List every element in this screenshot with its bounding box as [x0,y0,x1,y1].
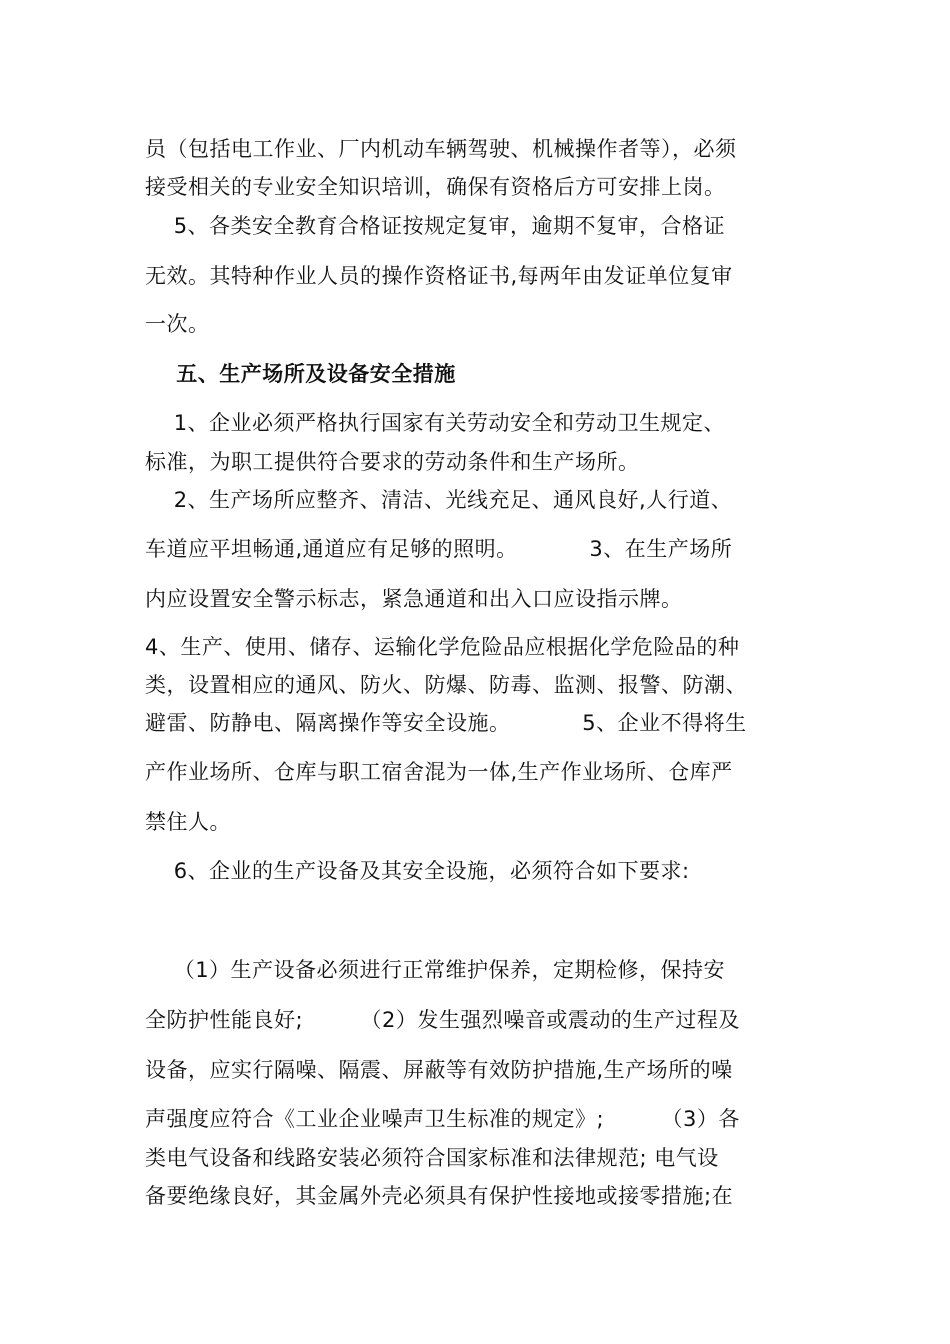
text-line: （1）生产设备必须进行正常维护保养，定期检修，保持安 [145,958,726,982]
text-line: 标准，为职工提供符合要求的劳动条件和生产场所。 [145,450,640,474]
text-line: 避雷、防静电、隔离操作等安全设施。 5、企业不得将生 [145,711,747,735]
text-line: 内应设置安全警示标志，紧急通道和出入口应设指示牌。 [145,587,683,611]
text-line: 4、生产、使用、储存、运输化学危险品应根据化学危险品的种 [145,635,740,659]
text-line: 接受相关的专业安全知识培训，确保有资格后方可安排上岗。 [145,175,726,199]
text-line: 类电气设备和线路安装必须符合国家标准和法律规范; 电气设 [145,1146,719,1170]
text-line: 类，设置相应的通风、防火、防爆、防毒、监测、报警、防潮、 [145,673,747,697]
text-line: 车道应平坦畅通,通道应有足够的照明。 3、在生产场所 [145,537,733,561]
text-line: 1、企业必须严格执行国家有关劳动安全和劳动卫生规定、 [145,411,726,435]
text-line: 全防护性能良好; （2）发生强烈噪音或震动的生产过程及 [145,1008,740,1032]
text-line: 设备，应实行隔噪、隔震、屏蔽等有效防护措施,生产场所的噪 [145,1058,733,1082]
text-line: 员（包括电工作业、厂内机动车辆驾驶、机械操作者等），必须 [145,137,737,161]
text-line: 产作业场所、仓库与职工宿舍混为一体,生产作业场所、仓库严 [145,760,733,784]
text-line: 5、各类安全教育合格证按规定复审，逾期不复审，合格证 [145,214,726,238]
text-line: 6、企业的生产设备及其安全设施，必须符合如下要求: [145,859,690,883]
section-heading: 五、生产场所及设备安全措施 [145,362,456,386]
text-line: 禁住人。 [145,810,231,834]
text-line: 声强度应符合《工业企业噪声卫生标准的规定》; （3）各 [145,1107,740,1131]
text-line: 无效。其特种作业人员的操作资格证书,每两年由发证单位复审 [145,264,733,288]
text-line: 2、生产场所应整齐、清洁、光线充足、通风良好,人行道、 [145,488,733,512]
text-line: 一次。 [145,312,210,336]
text-line: 备要绝缘良好，其金属外壳必须具有保护性接地或接零措施;在 [145,1184,734,1208]
